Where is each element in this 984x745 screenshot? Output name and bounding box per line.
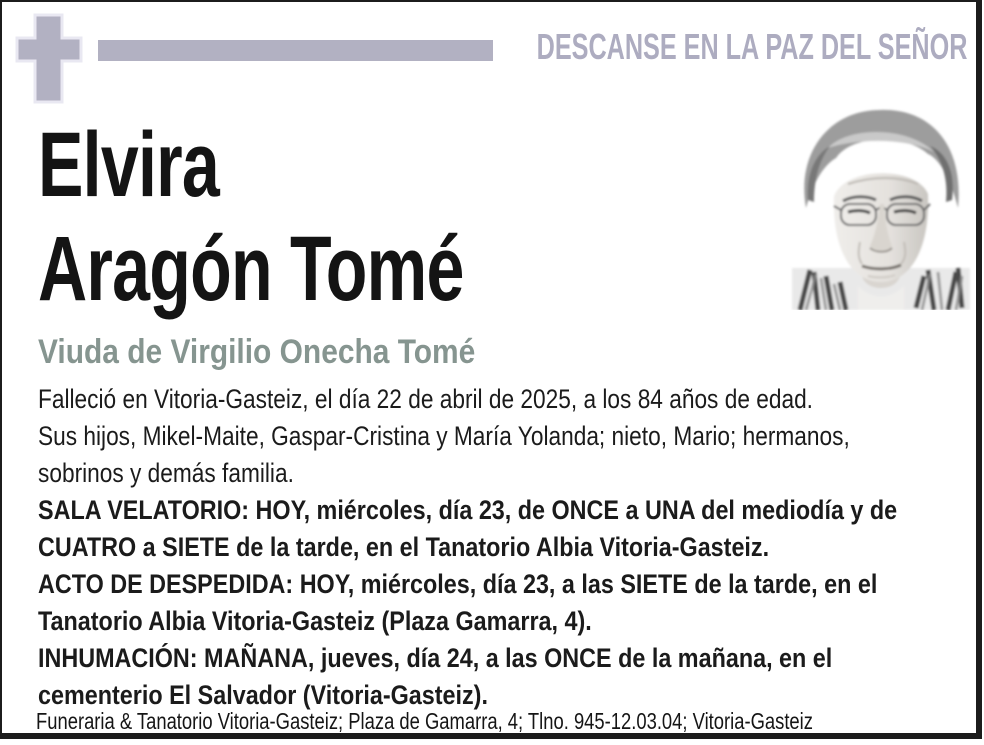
body-paragraph	[38, 566, 984, 640]
portrait-illustration	[788, 100, 974, 310]
header-rule	[98, 40, 493, 61]
body-line: SALA VELATORIO: HOY, miércoles, día 23, de ONCE a UNA del mediodía y de	[38, 495, 898, 525]
body-line: sobrinos y demás familia.	[38, 458, 294, 488]
body-line: CUATRO a SIETE de la tarde, en el Tanatorio Albia Vitoria-Gasteiz.	[38, 532, 770, 562]
header-motto: DESCANSE EN LA PAZ DEL SEÑOR	[536, 26, 967, 67]
body-line: INHUMACIÓN: MAÑANA, jueves, día 24, a las ONCE de la mañana, en el	[38, 643, 833, 673]
body-paragraph	[38, 492, 984, 566]
body-paragraph	[38, 640, 984, 714]
body-paragraph	[38, 418, 984, 492]
body-line: ACTO DE DESPEDIDA: HOY, miércoles, día 23, a las SIETE de la tarde, en el	[38, 569, 878, 599]
body-line: Falleció en Vitoria-Gasteiz, el día 22 de abril de 2025, a los 84 años de edad.	[38, 384, 813, 414]
body-line: Tanatorio Albia Vitoria-Gasteiz (Plaza Gamarra, 4).	[38, 606, 592, 636]
latin-cross-icon	[14, 12, 84, 105]
obituary-body	[38, 381, 984, 714]
deceased-first-name: Elvira	[38, 114, 220, 216]
deceased-last-name: Aragón Tomé	[38, 218, 464, 320]
body-line: cementerio El Salvador (Vitoria-Gasteiz).	[38, 680, 488, 710]
body-paragraph	[38, 381, 984, 418]
portrait-photo	[788, 100, 974, 310]
funeral-home-info: Funeraria & Tanatorio Vitoria-Gasteiz; Plaza de Gamarra, 4; Tlno. 945-12.03.04; Vitoria-Gasteiz	[36, 708, 813, 734]
relation-subtitle: Viuda de Virgilio Onecha Tomé	[38, 333, 476, 371]
body-line: Sus hijos, Mikel-Maite, Gaspar-Cristina y María Yolanda; nieto, Mario; hermanos,	[38, 421, 850, 451]
deceased-name	[38, 113, 613, 321]
